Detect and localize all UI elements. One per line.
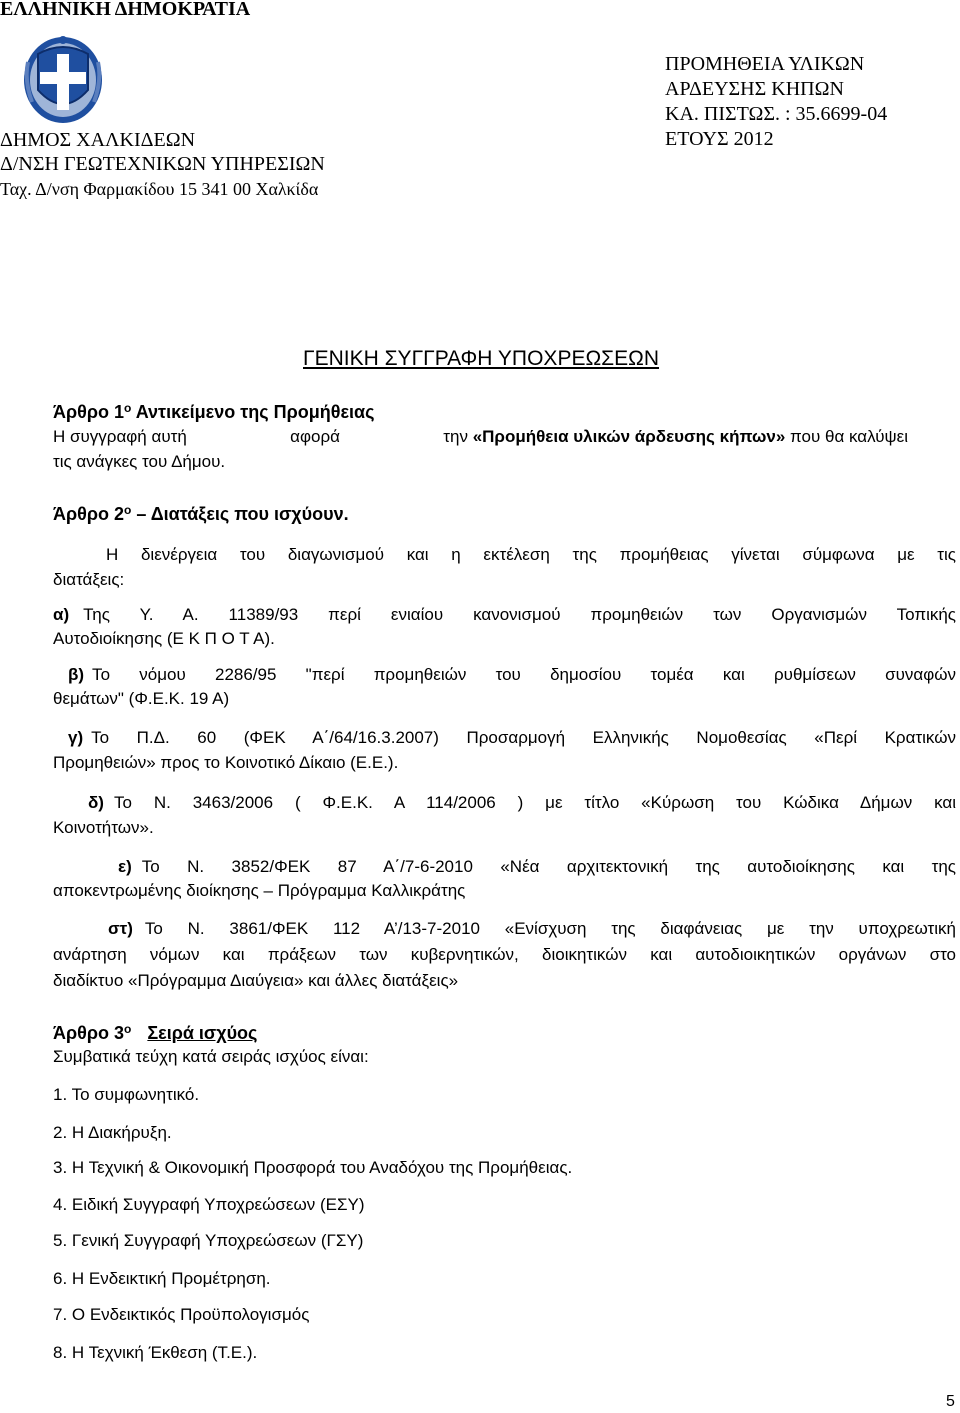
article-1-title: Αντικείμενο της Προμήθειας (131, 402, 375, 422)
contract-doc-item: 4. Ειδική Συγγραφή Υποχρεώσεων (ΕΣΥ) (53, 1195, 365, 1214)
provision-text: Το Ν. 3852/ΦΕΚ 87 Α΄/7-6-2010 «Νέα αρχιτεκτονική της αυτοδιοίκησης και της (141, 857, 956, 876)
provision-stigma-tau (108, 918, 956, 940)
provision-gamma (68, 727, 956, 749)
article-3-number: Άρθρο 3 (53, 1023, 125, 1043)
project-title-line2: ΑΡΔΕΥΣΗΣ ΚΗΠΩΝ (665, 78, 844, 100)
provision-epsilon (118, 856, 956, 878)
provision-label: δ) (88, 793, 104, 812)
contract-doc-item: 8. Η Τεχνική Έκθεση (Τ.Ε.). (53, 1343, 258, 1362)
provision-gamma-line2: Προμηθειών» προς το Κοινοτικό Δίκαιο (Ε.Ε.). (53, 753, 399, 772)
budget-code: ΚΑ. ΠΙΣΤΩΣ. : 35.6699-04 (665, 103, 888, 125)
contract-doc-item: 2. Η Διακήρυξη. (53, 1123, 172, 1142)
provision-text: Το Ν. 3861/ΦΕΚ 112 Α’/13-7-2010 «Ενίσχυση της διαφάνειας με την υποχρεωτική (144, 919, 956, 938)
provision-text: Το νόμου 2286/95 "περί προμηθειών του δημοσίου τομέα και ρυθμίσεων συναφών (92, 665, 956, 684)
provision-label: β) (68, 665, 85, 684)
article-1-heading (53, 400, 374, 424)
article-2-number: Άρθρο 2 (53, 504, 125, 524)
article-2-sup: ο (124, 503, 132, 517)
contract-doc-item: 7. Ο Ενδεικτικός Προϋπολογισμός (53, 1305, 310, 1324)
provision-delta-line2: Κοινοτήτων». (53, 818, 154, 837)
article-1-number: Άρθρο 1 (53, 402, 125, 422)
article-1-text-a: Η συγγραφή αυτή (53, 427, 187, 446)
provision-label: α) (53, 605, 70, 624)
provision-beta-line2: θεμάτων" (Φ.Ε.Κ. 19 Α) (53, 689, 230, 708)
provision-label: γ) (68, 728, 84, 747)
provision-stigma-tau-line3: διαδίκτυο «Πρόγραμμα Διαύγεια» και άλλες διατάξεις» (53, 971, 459, 990)
contract-doc-item: 6. Η Ενδεικτική Προμέτρηση. (53, 1269, 271, 1288)
article-1-text-c: την (443, 427, 468, 446)
provision-alpha-line2: Αυτοδιοίκησης (Ε Κ Π Ο Τ Α). (53, 629, 275, 648)
provision-label: ε) (118, 857, 132, 876)
project-title-line1: ΠΡΟΜΗΘΕΙΑ ΥΛΙΚΩΝ (665, 53, 865, 75)
provision-text: Της Υ. Α. 11389/93 περί ενιαίου κανονισμού προμηθειών των Οργανισμών Τοπικής (83, 605, 956, 624)
provision-text: Το Ν. 3463/2006 ( Φ.Ε.Κ. Α 114/2006 ) με τίτλο «Κύρωση του Κώδικα Δήμων και (113, 793, 956, 812)
provision-stigma-tau-line2: ανάρτηση νόμων και πράξεων των κυβερνητικών, διοικητικών και αυτοδιοικητικών οργάνων στο (53, 945, 956, 964)
article-2-heading (53, 503, 349, 525)
republic-heading: ΕΛΛΗΝΙΚΗ ΔΗΜΟΚΡΑΤΙΑ (0, 0, 251, 20)
provision-delta (88, 792, 956, 814)
article-1-text-d: που θα καλύψει (790, 427, 908, 446)
provision-alpha (53, 604, 956, 626)
provision-beta (68, 664, 956, 686)
greek-coat-of-arms-icon (22, 32, 104, 124)
year-label: ΕΤΟΥΣ 2012 (665, 128, 774, 150)
municipality-name: ΔΗΜΟΣ ΧΑΛΚΙΔΕΩΝ (0, 129, 196, 151)
article-1-line2: τις ανάγκες του Δήμου. (53, 452, 226, 471)
article-2-intro-line2: διατάξεις: (53, 570, 125, 589)
article-1-text-b: αφορά (290, 427, 340, 446)
document-title: ΓΕΝΙΚΗ ΣΥΓΓΡΑΦΗ ΥΠΟΧΡΕΩΣΕΩΝ (303, 347, 660, 370)
provision-label: στ) (108, 919, 133, 938)
article-3-intro: Συμβατικά τεύχη κατά σειράς ισχύος είναι: (53, 1047, 369, 1066)
article-3-heading (53, 1022, 257, 1044)
article-2-title: – Διατάξεις που ισχύουν. (131, 504, 349, 524)
provision-epsilon-line2: αποκεντρωμένης διοίκησης – Πρόγραμμα Καλλικράτης (53, 881, 466, 900)
contract-doc-item: 1. Το συμφωνητικό. (53, 1085, 200, 1104)
article-1-sup: ο (124, 401, 132, 415)
provision-text: Το Π.Δ. 60 (ΦΕΚ Α΄/64/16.3.2007) Προσαρμογή Ελληνικής Νομοθεσίας «Περί Κρατικών (91, 728, 956, 747)
article-1-line1 (53, 426, 908, 448)
article-3-sup: ο (124, 1022, 132, 1036)
directorate-name: Δ/ΝΣΗ ΓΕΩΤΕΧΝΙΚΩΝ ΥΠΗΡΕΣΙΩΝ (0, 153, 325, 175)
article-3-title: Σειρά ισχύος (147, 1023, 258, 1043)
contract-doc-item: 3. Η Τεχνική & Οικονομική Προσφορά του Αναδόχου της Προμήθειας. (53, 1158, 573, 1177)
page-number: 5 (946, 1393, 955, 1410)
article-1-subject: «Προμήθεια υλικών άρδευσης κήπων» (472, 427, 786, 446)
article-2-intro-line1: Η διενέργεια του διαγωνισμού και η εκτέλεση της προμήθειας γίνεται σύμφωνα με τις (106, 545, 956, 564)
contract-doc-item: 5. Γενική Συγγραφή Υποχρεώσεων (ΓΣΥ) (53, 1231, 364, 1250)
address-line: Ταχ. Δ/νση Φαρμακίδου 15 341 00 Χαλκίδα (0, 179, 319, 199)
